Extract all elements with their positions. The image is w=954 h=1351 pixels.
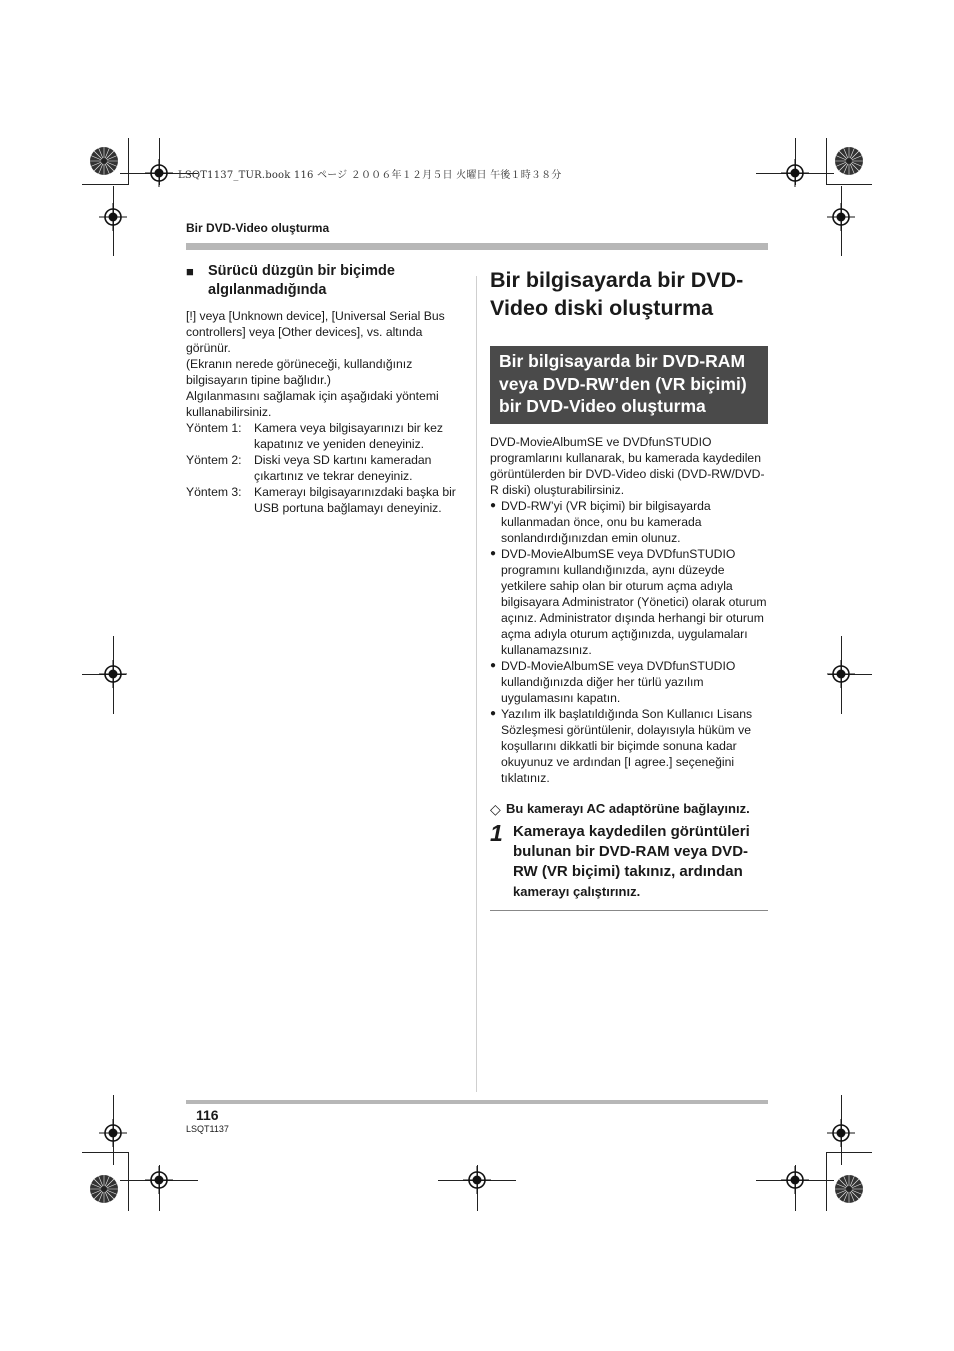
registration-mark-icon [99,203,127,231]
method-item: Yöntem 3: Kamerayı bilgisayarınızdaki başka bir USB portuna bağlamayı deneyiniz. [186,485,456,515]
registration-mark-icon [827,1119,855,1147]
list-item: ● DVD-MovieAlbumSE veya DVDfunSTUDIO kullandığınızda diğer her türlü yazılım uygulamasını kapatın. [490,658,736,705]
registration-mark-icon [827,203,855,231]
registration-mark-icon [145,1166,173,1194]
list-item: ● DVD-MovieAlbumSE veya DVDfunSTUDIO programını kullandığınızda, aynı düzeyde yetkilere sahip olan bir oturum açma adıyla bilgisayara Administrator (Yönetici) olarak oturum açınız. Administrator dışında herhangi bir oturum açma adıyla oturum açtığınızda, uygulamaları kullanamazsınız. [490,546,767,657]
intro-paragraph: DVD-MovieAlbumSE ve DVDfunSTUDIO programlarını kullanarak, bu kamerada kaydedilen görüntülerden bir DVD-Video diski (DVD-RW/DVD-R diski) oluşturabilirsiniz. [490,434,765,497]
registration-mark-icon [99,1119,127,1147]
print-slug: LSQT1137_TUR.book 116 ページ ２００６年１２月５日 火曜日 午後１時３８分 [178,170,562,181]
registration-mark-icon [827,660,855,688]
square-bullet-icon: ■ [186,264,194,279]
step-main-text: Kameraya kaydedilen görüntüleri bulunan bir DVD-RAM veya DVD-RW (VR biçimi) takınız, ardından [513,822,750,880]
bullet-dot-icon: ● [490,499,497,511]
left-body [186,308,462,420]
color-rosette-icon [834,1174,864,1204]
column-divider [476,276,477,1092]
step-1 [490,819,770,902]
diamond-icon: ◇ [490,800,501,817]
bullet-dot-icon: ● [490,547,497,559]
color-rosette-icon [89,1174,119,1204]
page-number: 116 [196,1107,219,1123]
registration-mark-icon [145,159,173,187]
left-column [186,262,462,516]
registration-mark-icon [463,1166,491,1194]
step-rule [490,910,768,911]
paragraph: (Ekranın nerede görüneceği, kullandığınız bilgisayarın tipine bağlıdır.) [186,357,413,387]
registration-mark-icon [781,159,809,187]
list-item: ● Yazılım ilk başlatıldığında Son Kullanıcı Lisans Sözleşmesi görüntülenir, dolayısıyla hüküm ve koşullarını dikkatli bir biçimde sonuna kadar okuyunuz ve ardından [I agree.] seçeneğini tıklatınız. [490,706,753,785]
color-rosette-icon [89,146,119,176]
document-code: LSQT1137 [186,1124,229,1134]
registration-mark-icon [99,660,127,688]
bullet-dot-icon: ● [490,659,497,671]
bottom-rule [186,1100,768,1104]
paragraph: [!] veya [Unknown device], [Universal Serial Bus controllers] veya [Other devices], vs. altında görünür. [186,309,445,355]
sub-heading: ■ Sürücü düzgün bir biçimde algılanmadığında [186,263,395,298]
method-item: Yöntem 1: Kamera veya bilgisayarınızı bir kez kapatınız ve yeniden deneyiniz. [186,421,443,451]
page-title: Bir bilgisayarda bir DVD-Video diski oluşturma [490,268,744,320]
step-number: 1 [490,819,503,846]
bullet-dot-icon: ● [490,707,497,719]
registration-mark-icon [781,1166,809,1194]
color-rosette-icon [834,146,864,176]
method-item: Yöntem 2: Diski veya SD kartını kameradan çıkartınız ve tekrar deneyiniz. [186,453,432,483]
section-label: Bir DVD-Video oluşturma [186,221,330,235]
list-item: ● DVD-RW’yi (VR biçimi) bir bilgisayarda kullanmadan önce, onu bu kamerada sonlandırdığınızdan emin olunuz. [490,498,711,545]
step-tail-text: kamerayı çalıştırınız. [513,883,641,899]
top-rule [186,243,768,250]
paragraph: Algılanmasını sağlamak için aşağıdaki yöntemi kullanabilirsiniz. [186,389,439,419]
preparation-step: ◇ Bu kamerayı AC adaptörüne bağlayınız. [490,800,750,817]
section-title-box: Bir bilgisayarda bir DVD-RAM veya DVD-RW’den (VR biçimi) bir DVD-Video oluşturma [490,346,768,424]
right-column [490,266,770,911]
